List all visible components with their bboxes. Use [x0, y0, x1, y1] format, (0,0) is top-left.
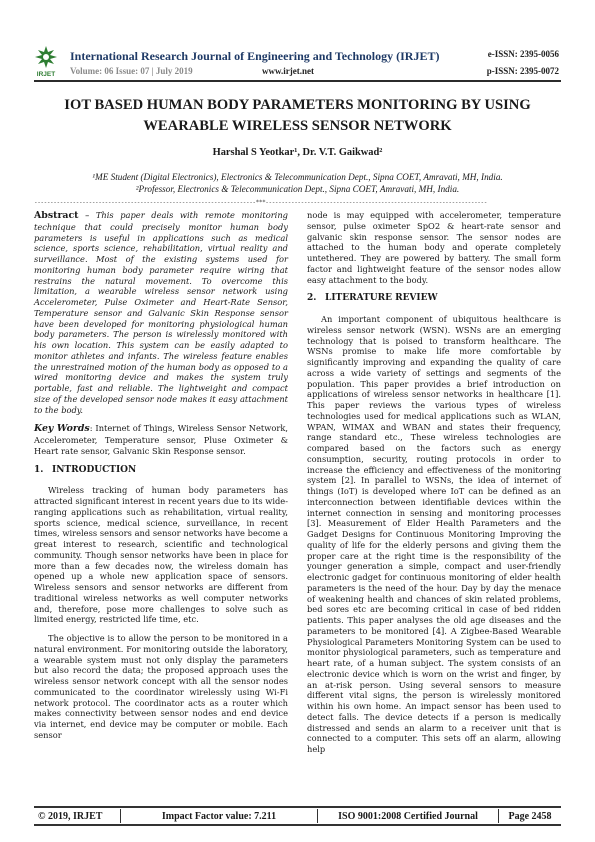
abstract-label: Abstract [34, 210, 79, 221]
section-heading-literature-review: 2. LITERATURE REVIEW [307, 293, 438, 304]
section-heading-introduction: 1. INTRODUCTION [34, 464, 137, 475]
separator-rule: ---------------------------------------------------------------------***--------------------------------------------------------------------- [34, 199, 487, 206]
intro-paragraph-1: Wireless tracking of human body parameters has attracted significant interest in recent years due to its wide-ranging applications such as rehabilitation, virtual reality, sports science, medical science, surveillance, in recent times, wireless sensors and sensor networks have become a great interest to research, scientific and technological community. Though sensor networks have been in place for more than a few decades now, the wireless domain has opened up a whole new application space of sensors. Wireless sensors and sensor networks are different from traditional wireless networks as well computer networks and, therefore, pose more challenges to solve such as limited energy, restricted life time, etc. [34, 485, 288, 625]
irjet-logo [33, 44, 59, 78]
footer-page-number: Page 2458 [508, 810, 552, 822]
footer-iso: ISO 9001:2008 Certified Journal [338, 810, 478, 822]
left-column [34, 210, 288, 749]
right-column [307, 210, 561, 763]
affiliation-1: ¹ME Student (Digital Electronics), Electronics & Telecommunication Dept., Sipna COET, Amravati, MH, India. [92, 172, 503, 182]
p-issn: p-ISSN: 2395-0072 [486, 66, 559, 76]
abstract [34, 210, 288, 415]
journal-name: International Research Journal of Engineering and Technology (IRJET) [70, 49, 440, 63]
title-line-2: WEARABLE WIRELESS SENSOR NETWORK [143, 118, 452, 134]
keywords-text: : Internet of Things, Wireless Sensor Network, Accelerometer, Temperature sensor, Pluse Oximeter & Heart rate sensor, Galvanic Skin Response sensor. [34, 423, 288, 456]
e-issn: e-ISSN: 2395-0056 [487, 49, 559, 59]
title-line-1: IOT BASED HUMAN BODY PARAMETERS MONITORING BY USING [64, 97, 531, 113]
authors: Harshal S Yeotkar¹, Dr. V.T. Gaikwad² [212, 147, 383, 158]
intro-paragraph-continued: node is may equipped with accelerometer, temperature sensor, pulse oximeter SpO2 & heart-rate sensor and galvanic skin response sensor. The sensor nodes are attached to the human body and operate completely untethered. They are powered by battery. The small form factor and lightweight feature of the sensor nodes allow easy attachment to the body. [307, 210, 561, 285]
footer-impact-factor: Impact Factor value: 7.211 [161, 810, 277, 822]
footer-copyright: © 2019, IRJET [38, 810, 103, 822]
keywords-label: Key Words [34, 423, 90, 435]
literature-paragraph: An important component of ubiquitous healthcare is wireless sensor network (WSN). WSNs are an emerging technology that is poised to transform healthcare. The WSNs promise to make life more comfortable by significantly improving and expanding the quality of care across a wide variety of settings and segments of the population. This paper provides a brief introduction on applications of wireless sensor networks in healthcare [1]. This paper reviews the various types of wireless technologies used for medical applications such as WLAN, WPAN, WIMAX and WBAN and states their frequency, range standard etc., These wireless technologies are compared based on the factors such as energy consumption, security, routing protocols in order to increase the efficiency and effectiveness of the monitoring system [2]. In parallel to WSNs, the idea of internet of things (IoT) is developed where IoT can be defined as an interconnection between identifiable devices within the internet connection in sensing and monitoring processes [3]. Measurement of Elder Health Parameters and the Gadget Designs for Continuous Monitoring Improving the quality of life for the elderly persons and giving them the proper care at the right time is the responsibility of the younger generation a simple, compact and user-friendly electronic gadget for continuous monitoring of elder health parameters is the need of the hour. Day by day the menace of weakening health and chances of skin related problems, bed sores etc are becoming critical in case of bed ridden patients. This paper analyses the old age diseases and the parameters to be monitored [4]. A Zigbee-Based Wearable Physiological Parameters Monitoring System can be used to monitor physiological parameters, such as temperature and heart rate, of a human subject. The system consists of an electronic device which is worn on the wrist and finger, by an at-risk person. Using several sensors to measure different vital signs, the person is wirelessly monitored within his own home. An impact sensor has been used to detect falls. The device detects if a person is medically distressed and sends an alarm to a receiver unit that is connected to a computer. This sets off an alarm, allowing help [307, 314, 561, 754]
keywords [34, 423, 288, 456]
page-footer [34, 806, 561, 826]
volume-issue: Volume: 06 Issue: 07 | July 2019 [70, 66, 193, 76]
affiliation-2: ²Professor, Electronics & Telecommunication Dept., Sipna COET, Amravati, MH, India. [135, 184, 460, 194]
paper-title [40, 95, 555, 137]
intro-paragraph-2: The objective is to allow the person to be monitored in a natural environment. For monitoring outside the laboratory, a wearable system must not only display the parameters but also record the data; the proposed approach uses the wireless sensor network concept with all the sensor nodes communicated to the coordinator wirelessly using Wi-Fi network protocol. The coordinator acts as a router which makes connectivity between sensor nodes and end device via internet, end device may be computer or mobile. Each sensor [34, 633, 288, 740]
abstract-text: – This paper deals with remote monitoring technique that could precisely monitor human body parameters is useful in applications such as medical science, sports science, rehabilitation, virtual reality and surveillance. Most of the existing systems used for monitoring human body parameter require wiring that restrains the natural movement. To overcome this limitation, a wearable wireless sensor network using Accelerometer, Pulse Oximeter and Heart-Rate Sensor, Temperature sensor and Galvanic Skin Response sensor have been developed for monitoring physiological human body parameters. The person is wirelessly monitored with his own location. This system can be easily adapted to monitor athletes and infants. The wireless feature enables the unrestrained motion of the human body as opposed to a wired monitoring device and makes the system truly portable, fast and reliable. The lightweight and compact size of the developed sensor node makes it easy attachment to the body. [34, 210, 288, 415]
journal-header [0, 0, 595, 80]
journal-website[interactable]: www.irjet.net [262, 66, 314, 76]
logo-text: IRJET [36, 71, 56, 78]
header-rule [34, 80, 561, 82]
